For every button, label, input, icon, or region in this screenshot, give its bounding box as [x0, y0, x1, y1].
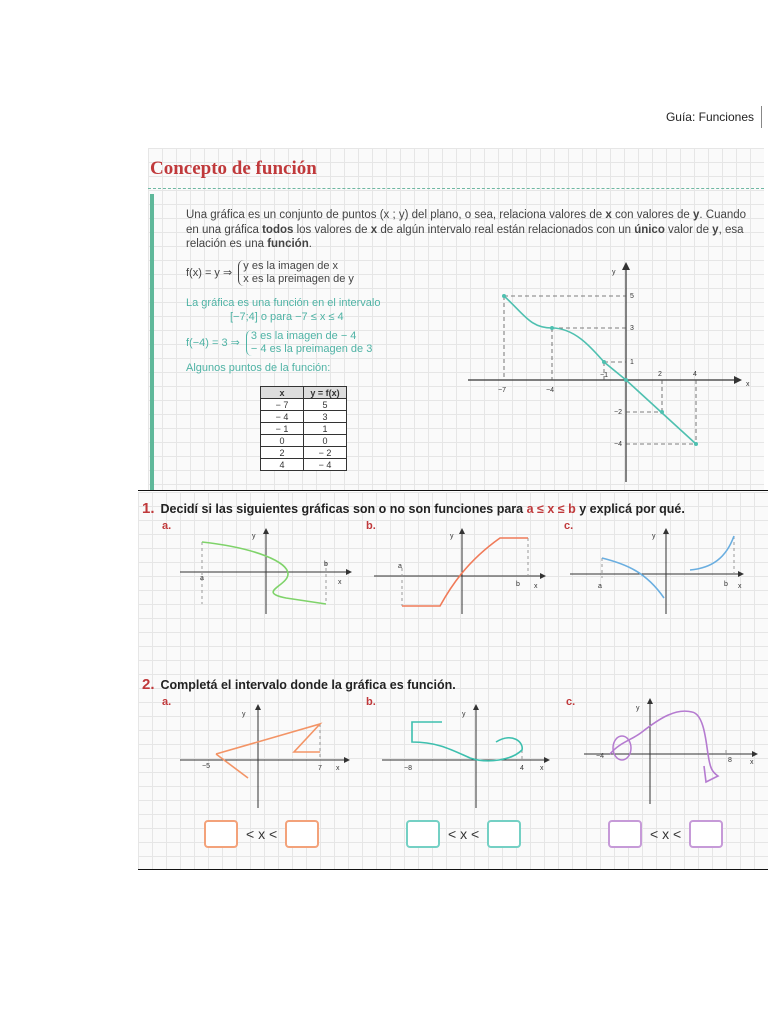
axis-x-arrow: [752, 751, 758, 757]
graph-points: [502, 294, 698, 446]
interval-text: [186, 296, 380, 324]
exercise-1-text-end: y explicá por qué.: [579, 502, 685, 516]
axis-x-arrow: [738, 571, 744, 577]
exercise-2c-letter: c.: [566, 696, 576, 708]
curve: [412, 722, 522, 761]
graph-y-label: y: [612, 269, 616, 276]
table-header-cell: x: [261, 387, 304, 399]
curve: [202, 542, 326, 604]
interval-symbol: < x <: [246, 826, 278, 842]
axis-y-arrow: [473, 704, 479, 710]
exercise-1-condition: a ≤ x ≤ b: [526, 502, 576, 516]
exercise-2-prompt: [142, 676, 456, 693]
exercise-1-text: Decidí si las siguientes gráficas son o no son funciones para: [160, 502, 524, 516]
axis-y-arrow: [663, 528, 669, 534]
table-cell: 0: [261, 435, 304, 447]
curve-right: [690, 536, 734, 570]
label-a: a: [398, 563, 402, 570]
interval-left-box[interactable]: [608, 820, 642, 848]
example-function-graph: [464, 256, 754, 486]
graph-y-arrow: [622, 262, 630, 270]
table-cell: 0: [304, 435, 347, 447]
label-x: x: [540, 765, 544, 772]
table-row: [261, 435, 347, 447]
label-a: a: [598, 583, 602, 590]
curve: [610, 711, 718, 782]
exercise-2a-graph: [176, 702, 356, 812]
interval-line-1: La gráfica es una función en el intervalo: [186, 297, 381, 309]
page-header-title: Guía: Funciones: [665, 110, 754, 124]
graph-y-tick: −2: [614, 409, 622, 416]
exercise-1a-letter: a.: [162, 520, 172, 532]
graph-x-tick: 2: [658, 371, 662, 378]
exercise-2-text: Completá el intervalo donde la gráfica es función.: [160, 678, 456, 692]
exercise-2-number: 2.: [142, 676, 155, 693]
exercise-2b-interval: [406, 820, 521, 848]
table-cell: − 1: [261, 423, 304, 435]
formula-line-1: y es la imagen de x: [243, 260, 339, 272]
table-cell: 2: [261, 447, 304, 459]
label-y: y: [462, 711, 466, 718]
table-row: [261, 399, 347, 411]
graph-x-arrow: [734, 376, 742, 384]
table-cell: − 2: [304, 447, 347, 459]
table-cell: − 4: [304, 459, 347, 471]
formula-bracket: [238, 260, 354, 286]
label-left: −4: [596, 753, 604, 760]
interval-symbol: < x <: [650, 826, 682, 842]
interval-right-box[interactable]: [487, 820, 521, 848]
formula-line-2: x es la preimagen de y: [243, 273, 354, 285]
label-left: −8: [404, 765, 412, 772]
axis-y-arrow: [647, 698, 653, 704]
label-right: 8: [728, 757, 732, 764]
exercise-1b-graph: [370, 528, 550, 618]
title-dotted-divider: [148, 188, 764, 189]
table-row: [261, 423, 347, 435]
graph-x-label: x: [746, 381, 750, 388]
label-left: −5: [202, 763, 210, 770]
label-y: y: [450, 533, 454, 540]
label-right: 7: [318, 765, 322, 772]
exercise-1-prompt: [142, 500, 685, 517]
graph-y-tick: 5: [630, 293, 634, 300]
exercise-2b-graph: [378, 702, 558, 812]
table-row: [261, 459, 347, 471]
graph-y-tick: −4: [614, 441, 622, 448]
exercise-2a-letter: a.: [162, 696, 172, 708]
exercise-2c-interval: [608, 820, 723, 848]
table-cell: 4: [261, 459, 304, 471]
graph-x-tick: −1: [600, 372, 608, 379]
graph-function-curve: [504, 296, 696, 444]
exercise-1b-letter: b.: [366, 520, 376, 532]
points-label: Algunos puntos de la función:: [186, 362, 331, 374]
axis-x-arrow: [344, 757, 350, 763]
curve-left: [602, 558, 664, 598]
label-x: x: [336, 765, 340, 772]
formula-left: f(x) = y ⇒: [186, 266, 233, 279]
curve-main: [216, 724, 320, 754]
axis-y-arrow: [255, 704, 261, 710]
label-b: b: [724, 581, 728, 588]
graph-x-tick: −7: [498, 387, 506, 394]
table-cell: 5: [304, 399, 347, 411]
concept-section: [148, 148, 764, 490]
table-header-cell: y = f(x): [304, 387, 347, 399]
concept-title: Concepto de función: [150, 158, 317, 179]
label-x: x: [338, 579, 342, 586]
axis-x-arrow: [544, 757, 550, 763]
example-bracket: [246, 330, 372, 356]
section-divider-top: [138, 490, 768, 491]
graph-x-tick: −4: [546, 387, 554, 394]
exercise-1c-letter: c.: [564, 520, 574, 532]
label-b: b: [516, 581, 520, 588]
concept-side-bar: [150, 194, 154, 490]
curve-tail: [216, 754, 248, 778]
label-a: a: [200, 575, 204, 582]
concept-paragraph: Una gráfica es un conjunto de puntos (x ; y) del plano, o sea, relaciona valores de x con valores de y. Cuando en una gráfica todos los valores de x de algún intervalo real están relacionados con un único valor de y, esa relación es una función.: [186, 209, 747, 250]
interval-line-2: [−7;4] o para −7 ≤ x ≤ 4: [230, 311, 344, 323]
function-table: [260, 386, 347, 471]
table-cell: − 4: [261, 411, 304, 423]
label-x: x: [750, 759, 754, 766]
header-divider: [761, 106, 762, 128]
axis-x-arrow: [346, 569, 352, 575]
graph-y-tick: 1: [630, 359, 634, 366]
definition-formula: [186, 260, 354, 286]
table-cell: 3: [304, 411, 347, 423]
axis-x-arrow: [540, 573, 546, 579]
axis-y-arrow: [459, 528, 465, 534]
exercise-1c-graph: [566, 528, 746, 618]
label-y: y: [636, 705, 640, 712]
section-divider-bottom: [138, 869, 768, 870]
interval-left-box[interactable]: [406, 820, 440, 848]
exercise-2c-graph: [580, 698, 760, 808]
example-formula: [186, 330, 372, 356]
axis-y-arrow: [263, 528, 269, 534]
label-y: y: [242, 711, 246, 718]
graph-x-tick: 4: [693, 371, 697, 378]
exercise-1-number: 1.: [142, 500, 155, 517]
label-x: x: [534, 583, 538, 590]
interval-left-box[interactable]: [204, 820, 238, 848]
label-y: y: [652, 533, 656, 540]
table-row: [261, 447, 347, 459]
interval-right-box[interactable]: [689, 820, 723, 848]
exercises-section: [138, 492, 768, 870]
table-row: [261, 411, 347, 423]
exercise-2b-letter: b.: [366, 696, 376, 708]
example-left: f(−4) = 3 ⇒: [186, 336, 240, 349]
interval-right-box[interactable]: [285, 820, 319, 848]
table-cell: 1: [304, 423, 347, 435]
example-line-1: 3 es la imagen de − 4: [250, 330, 357, 342]
exercise-2a-interval: [204, 820, 319, 848]
interval-symbol: < x <: [448, 826, 480, 842]
label-b: b: [324, 561, 328, 568]
label-x: x: [738, 583, 742, 590]
exercise-1a-graph: [176, 528, 356, 618]
label-right: 4: [520, 765, 524, 772]
label-y: y: [252, 533, 256, 540]
graph-y-tick: 3: [630, 325, 634, 332]
curve: [402, 538, 528, 606]
example-line-2: − 4 es la preimagen de 3: [250, 343, 373, 355]
table-cell: − 7: [261, 399, 304, 411]
graph-guides: [504, 296, 696, 444]
